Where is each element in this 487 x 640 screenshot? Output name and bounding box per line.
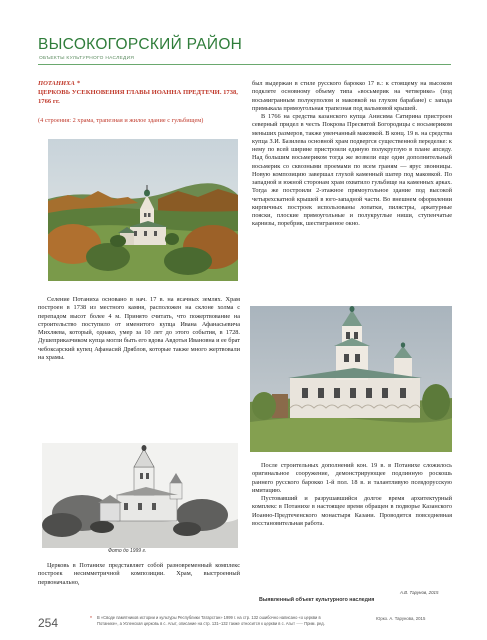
photo-credit: Юрко. А. Тарунова, 2015 [376, 616, 426, 621]
photo-caption: Фото до 1999 г. [108, 548, 147, 554]
right-paragraph-3: После строительных дополнений кон. 19 в. в Потанихе сложилось оригинальное сооружение, демонстрирующее подлинную роскошь раннего русского барокко 1-й пол. 18 в. и талантливую псевдорусскую имитацию. [252, 462, 452, 494]
right-paragraph-2: В 1766 на средства казанского купца Анисима Сатирина пристроен северный придел в честь Покрова Пресвятой Богородицы с восьмериком меньших размеров, также увенчанный маковкой. В конц. 19 в. на средства купца З.И. Базилева основной храм подвергся существенной переделке: к нему по всей ширине пристроили единую полукруглую в плане апсиду. Над большим восьмериком тогда же возвели еще один дополнительный восьмерик со сквозными проемами по всем граням — ярус звонницы. Новую композицию завершал глухой каменный шатер под маковкой. По западной и южной сторонам храм охватило гульбище на каменных арках. Тогда же построили 2-этажное прямоугольное здание под высокой четырехскатной крышей в юго-западной части. Во внешнем оформлении кирпичных построек использованы лопатки, пилястры, аркатурные пояски, плоские прямоугольные и полукруглые ниши, ступенчатые карнизы, поребрик, шестигранное окно. [252, 113, 452, 228]
right-paragraph-4: Пустовавший и разрушавшийся долгое время архитектурный комплекс в Потанихе в настоящее время обращен в подворье Казанского Иоанно-Предтеченского монастыря Казани. Проводится повседневная восстановительная работа. [252, 495, 452, 527]
header-rule [38, 64, 451, 65]
restored-church-photo [250, 306, 452, 452]
right-text-block [252, 80, 452, 229]
church-title: ЦЕРКОВЬ УСЕКНОВЕНИЯ ГЛАВЫ ИОАННА ПРЕДТЕЧИ. 1738, 1766 гг. [38, 89, 238, 105]
archive-bw-photo [42, 443, 238, 548]
footnote-mark: * [90, 616, 92, 622]
right-text-block-2 [252, 462, 452, 528]
left-paragraph-2: Церковь в Потанихе представляет собой разновременный комплекс построек несимметричной композиции. Храм, выстроенный первоначально, [38, 562, 240, 586]
author-credit: А.В. Тарунов, 2015 [400, 590, 439, 595]
region-title: ВЫСОКОГОРСКИЙ РАЙОН [38, 36, 243, 53]
section-subtitle: ОБЪЕКТЫ КУЛЬТУРНОГО НАСЛЕДИЯ [39, 56, 135, 61]
structures-note: (4 строения: 2 храма, трапезная и жилое здание с гульбищем) [38, 117, 204, 124]
left-text-block-2 [38, 562, 240, 587]
footnote-text: В «Своде памятников истории и культуры Республики Татарстан» 1999 г. на стр. 132 ошибочно написано «о церкви в Потанихе», а Успенская церковь в с. Агыт, описание на стр. 131–132 также относится к церкви в с. Агыт ⸺ Прим. ред. [97, 615, 325, 626]
left-paragraph-1: Селение Потаниха основано в нач. 17 в. на ясачных землях. Храм построен в 1738 из местного камня, расположен на склоне холма с перепадом высот более 4 м. Принято считать, что пожертвование на строительство поступило от именитого купца Ивана Афанасьевича Михляева, который, однако, умер за 10 лет до этого события, в 1728. Душеприказчиком купца могли быть его вдова Авдотья Ивановна и ее брат чебоксарский купец Афанасий Дряблов, которые также много жертвовали на храмы. [38, 296, 240, 361]
page-number: 254 [38, 616, 59, 630]
village-name: ПОТАНИХА * [38, 80, 80, 87]
heritage-status: Выявленный объект культурного наследия [259, 597, 375, 603]
church-hill-photo [48, 139, 238, 281]
right-paragraph-1: был выдержан в стиле русского барокко 17 в.: к стоящему на высоком подклете основному объему типа «восьмерик на четверике» (под восьмигранным полукуполом и маковкой на глухом барабане) с запада примыкала прямоугольная трапезная под вальмовой крышей. [252, 80, 452, 112]
left-text-block [38, 296, 240, 362]
